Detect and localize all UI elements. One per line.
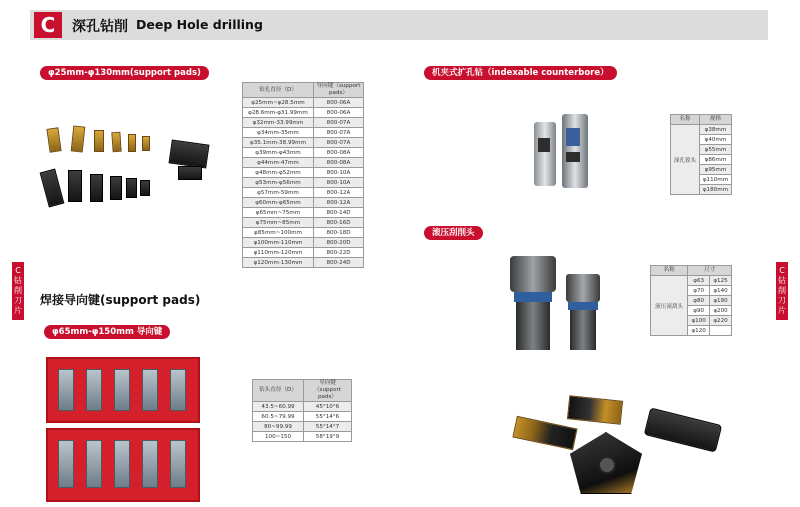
table-row: 100~150 58°19°9 — [253, 432, 352, 442]
table-row: φ70 φ140 — [651, 286, 732, 296]
page-title-zh: 深孔钻削 — [72, 19, 128, 35]
table-row: φ110mm — [671, 175, 732, 185]
table-row: 液压滚刮头 φ63 φ125 — [651, 276, 732, 286]
table-header: 钻孔直径（D） — [243, 83, 314, 98]
table-row: φ65mm~75mm 800-14D — [243, 208, 364, 218]
section2-heading: 焊接导向键(support pads) — [40, 293, 201, 307]
table-row: φ95mm — [671, 165, 732, 175]
tool-name-cell: 深孔镗头 — [671, 125, 700, 195]
table-header: 导向键（support pads） — [314, 83, 364, 98]
table-row: φ86mm — [671, 155, 732, 165]
table-row: φ55mm — [671, 145, 732, 155]
table-row: φ120 — [651, 326, 732, 336]
table-row: φ25mm~φ28.5mm 800-06A — [243, 98, 364, 108]
section2-label: φ65mm-φ150mm 导向键 — [44, 325, 170, 339]
table-row: φ32mm-33.99mm 800-07A — [243, 118, 364, 128]
table-row: φ120mm-130mm 800-24D — [243, 258, 364, 268]
table-row: φ100 φ220 — [651, 316, 732, 326]
table-row: 60.5~79.99 55°14°6 — [253, 412, 352, 422]
logo-badge — [34, 12, 62, 38]
table-row: 80~99.99 55°14°7 — [253, 422, 352, 432]
bta-inserts-photo — [500, 392, 730, 500]
section2-table — [252, 379, 352, 442]
section3-table — [670, 114, 732, 195]
table-header: 规格 — [699, 115, 731, 125]
table-row: φ53mm-φ56mm 800-10A — [243, 178, 364, 188]
tool-name-cell: 液压滚刮头 — [651, 276, 688, 336]
table-row: φ28.6mm-φ31.99mm 800-06A — [243, 108, 364, 118]
section3-label: 机夹式扩孔钻（indexable counterbore） — [424, 66, 617, 80]
section1-label: φ25mm-φ130mm(support pads) — [40, 66, 209, 80]
table-row: φ60mm-φ65mm 800-12A — [243, 198, 364, 208]
page-title-en: Deep Hole drilling — [136, 17, 263, 32]
side-tab-right: C钻削刀片 — [776, 262, 788, 320]
table-row: φ85mm~100mm 800-18D — [243, 228, 364, 238]
table-row: φ80 φ180 — [651, 296, 732, 306]
table-header: 导向键（support pads） — [304, 380, 352, 402]
logo-letter: C — [40, 13, 56, 37]
support-pads-photo — [42, 120, 212, 220]
counterbore-photo — [530, 108, 600, 198]
section4-label: 滚压刮削头 — [424, 226, 483, 240]
table-row: φ90 φ200 — [651, 306, 732, 316]
table-header: 钻头直径（D） — [253, 380, 304, 402]
table-header: 名称 — [671, 115, 700, 125]
support-pads-tray-bottom — [46, 428, 200, 502]
table-row: φ180mm — [671, 185, 732, 195]
table-row: 深孔镗头 φ38mm — [671, 125, 732, 135]
section1-table — [242, 82, 364, 268]
table-row: φ34mm-35mm 800-07A — [243, 128, 364, 138]
section4-table — [650, 265, 732, 336]
table-row: φ110mm-120mm 800-22D — [243, 248, 364, 258]
side-tab-left: C钻削刀片 — [12, 262, 24, 320]
table-row: φ40mm — [671, 135, 732, 145]
table-row: φ57mm-59mm 800-12A — [243, 188, 364, 198]
table-header: 尺寸 — [688, 266, 732, 276]
table-row: φ39mm-φ43mm 800-08A — [243, 148, 364, 158]
table-row: φ48mm-φ52mm 800-10A — [243, 168, 364, 178]
support-pads-tray-top — [46, 357, 200, 423]
table-row: φ75mm~85mm 800-16D — [243, 218, 364, 228]
roller-burnishing-head-photo — [500, 252, 610, 362]
table-header: 名称 — [651, 266, 688, 276]
table-row: φ44mm-47mm 800-08A — [243, 158, 364, 168]
table-row: φ100mm-110mm 800-20D — [243, 238, 364, 248]
table-row: φ35.1mm-38.99mm 800-07A — [243, 138, 364, 148]
table-row: 43.5~60.99 45°10°6 — [253, 402, 352, 412]
